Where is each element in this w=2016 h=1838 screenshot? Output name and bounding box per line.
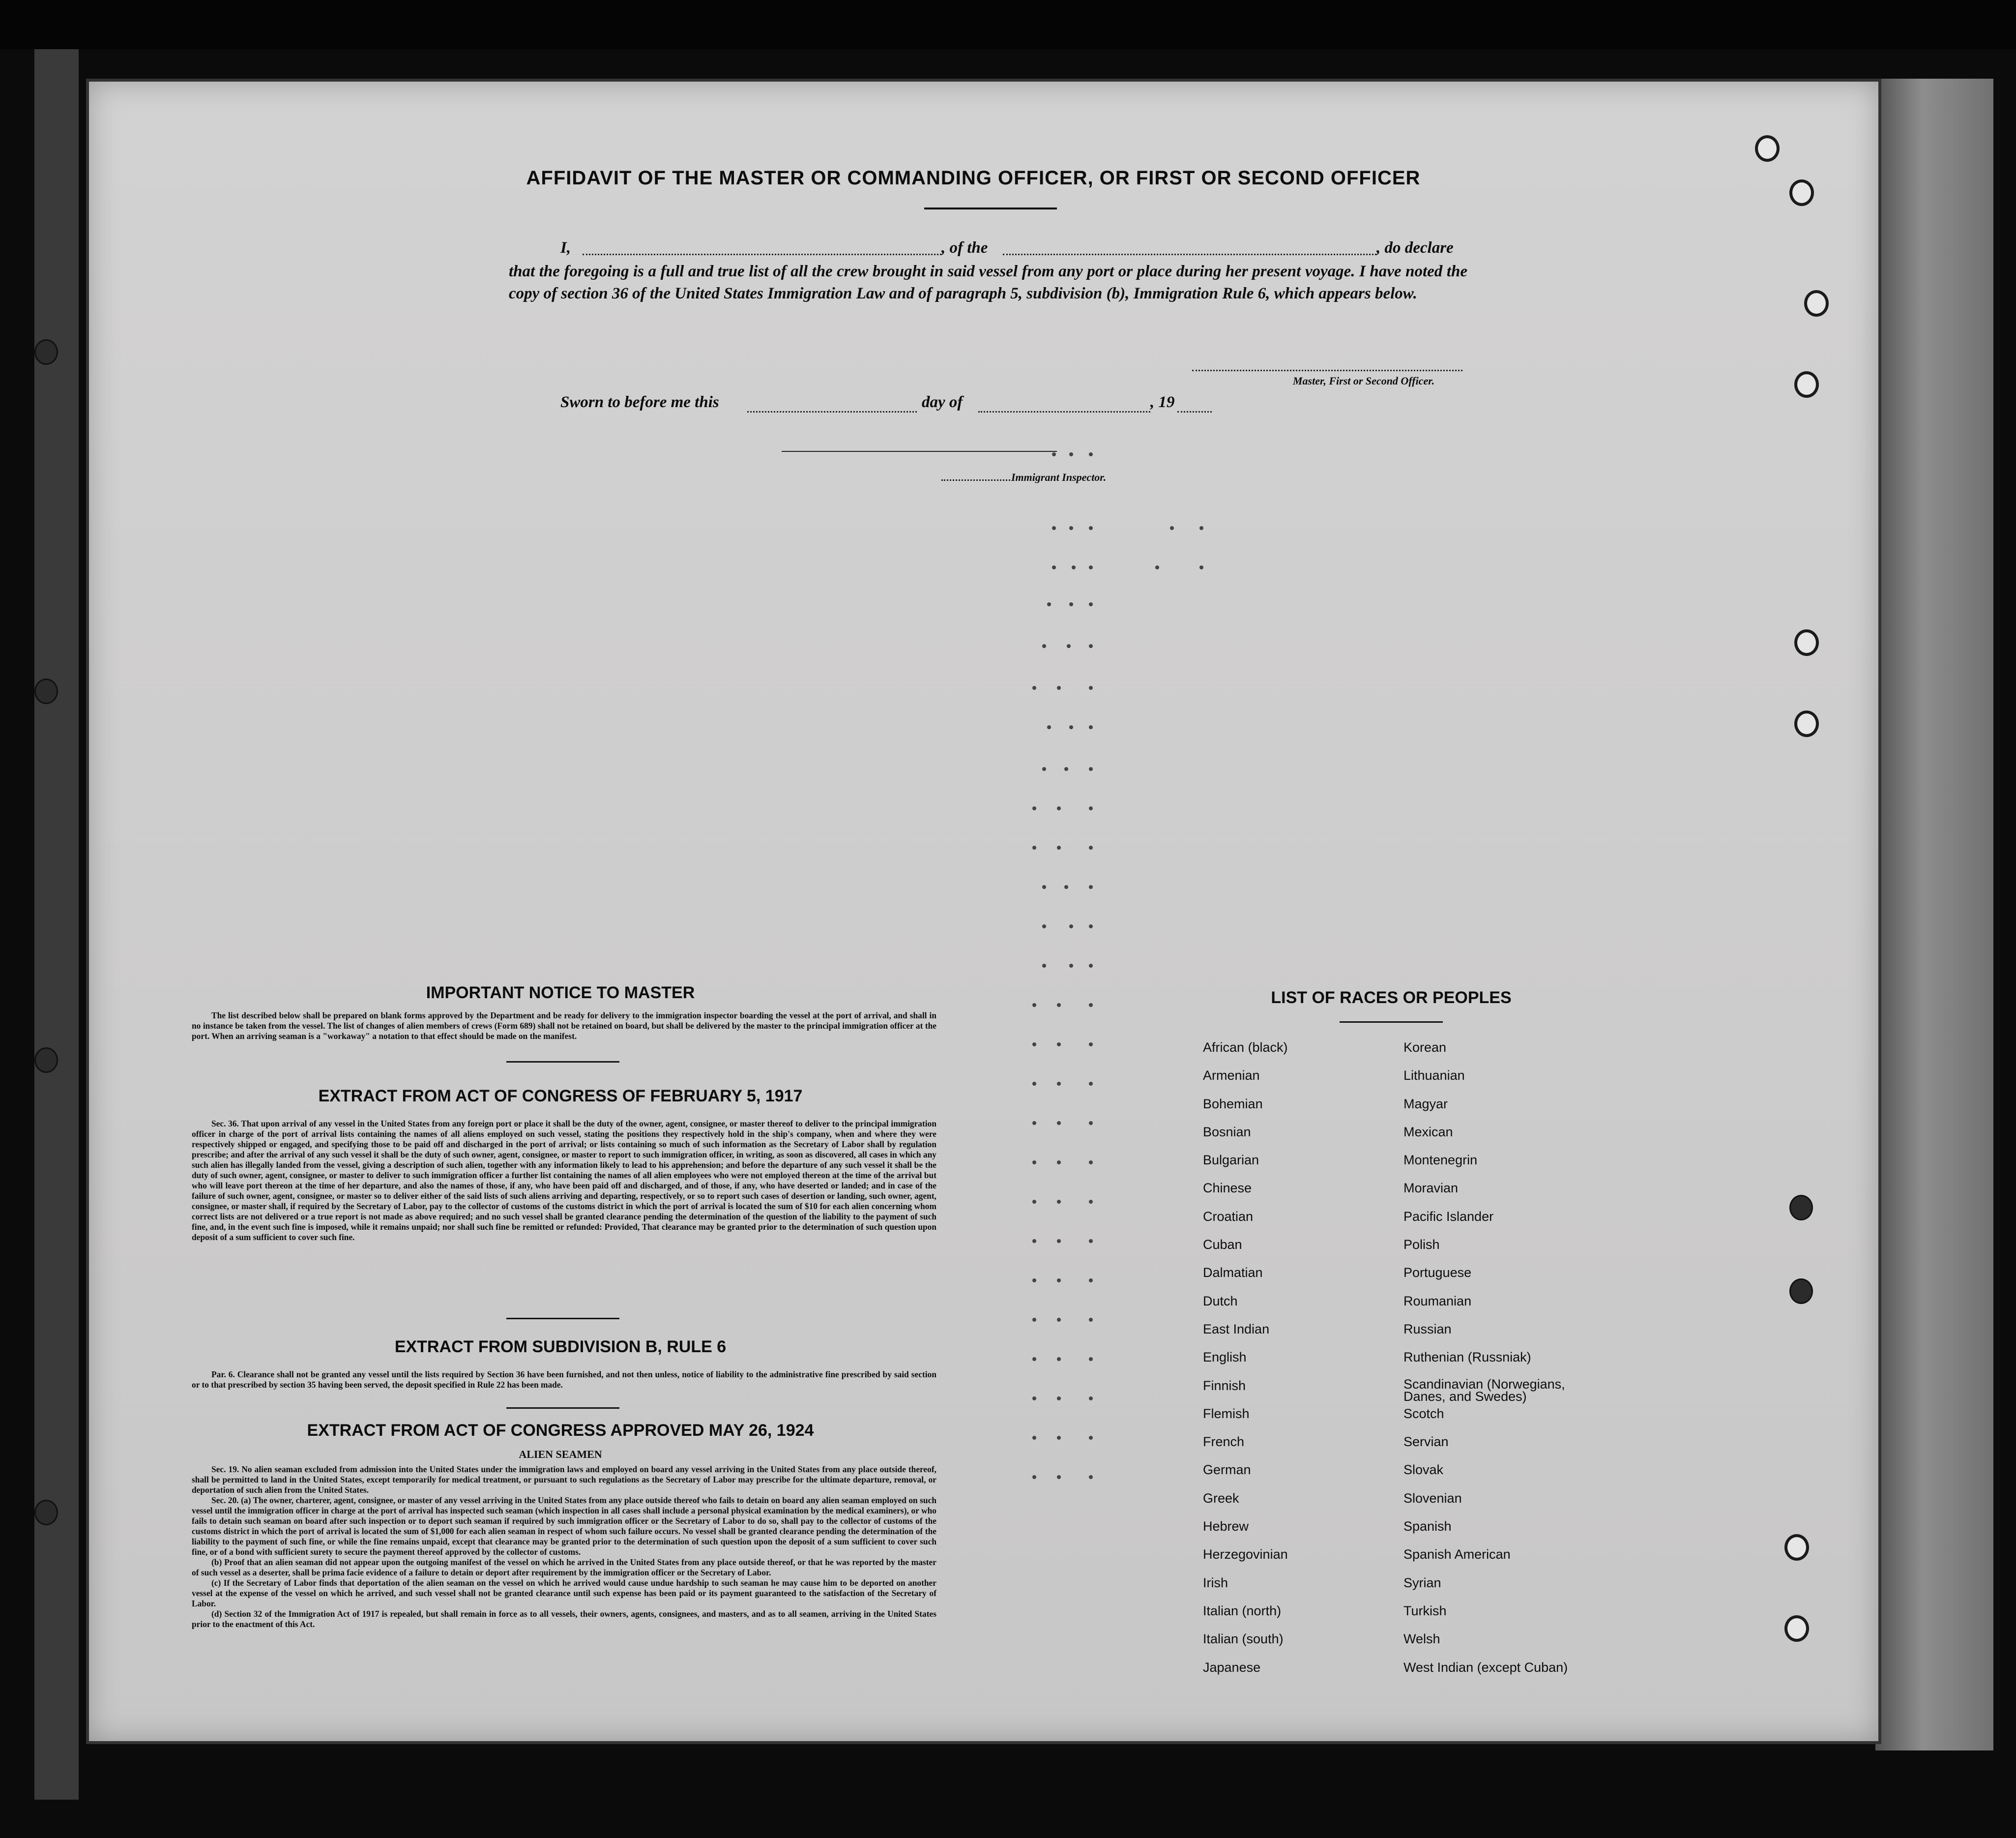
race-item: Hebrew: [1203, 1519, 1249, 1534]
sec-20b-paragraph: (b) Proof that an alien seaman did not appear upon the outgoing manifest of the vessel on which he arrived in the United States from any place outside thereof, or that he was reported by the master of such vessel as a deserter, shall be prima facie evidence of a failure to detain or deport after requirement by the immigration officer or the Secretary of Labor.: [192, 1557, 936, 1577]
race-item: Spanish American: [1403, 1547, 1511, 1562]
race-item: Bohemian: [1203, 1096, 1263, 1111]
race-item: Korean: [1403, 1040, 1447, 1055]
sec-20d-paragraph: (d) Section 32 of the Immigration Act of 1917 is repealed, but shall remain in force as to all vessels, their owners, agents, consignees, and masters, and as to all seamen, arriving in the United States prior to the enactment of this Act.: [192, 1609, 936, 1629]
race-item: West Indian (except Cuban): [1403, 1660, 1568, 1675]
race-item: Scandinavian (Norwegians, Danes, and Swedes): [1403, 1376, 1565, 1404]
extract-1924-heading: EXTRACT FROM ACT OF CONGRESS APPROVED MAY 26, 1924: [307, 1421, 814, 1440]
name-blank: [583, 254, 941, 255]
affidavit-of-the: , of the: [941, 239, 988, 257]
binder-hole: [34, 1500, 58, 1525]
race-item: Bosnian: [1203, 1124, 1251, 1139]
race-item: Slovenian: [1403, 1490, 1462, 1506]
binder-hole: [34, 679, 58, 704]
notice-body: The list described below shall be prepared on blank forms approved by the Department and be ready for delivery to the immigration inspector boarding the vessel at the port of arrival, and shall in no instance be taken from the vessel. The list of changes of alien members of crews (Form 689) shall not be retained on board, but shall be delivered by the master to the principal immigration officer at the port. When an arriving seaman is a "workaway" a notation to that effect should be made on the manifest.: [192, 1010, 936, 1041]
race-item: East Indian: [1203, 1321, 1270, 1336]
rule6-body: Par. 6. Clearance shall not be granted any vessel until the lists required by Section 36 have been furnished, and not then unless, notice of liability to the administrative fine prescribed by said section or to that prescribed by section 35 having been served, the deposit specified in Rule 22 has been made.: [192, 1369, 936, 1390]
race-item: Scotch: [1403, 1406, 1444, 1421]
affidavit-paragraph: that the foregoing is a full and true list of all the crew brought in said vessel from any port or place during her present voyage. I have noted the copy of section 36 of the United States Immigration Law and of paragraph 5, subdivision (b), Immigration Rule 6, which appears below.: [509, 263, 1467, 302]
race-item: Irish: [1203, 1575, 1228, 1590]
race-item: Portuguese: [1403, 1265, 1472, 1280]
binder-ring: [1784, 1534, 1809, 1561]
race-item: Pacific Islander: [1403, 1209, 1494, 1224]
sworn-year-blank: [1177, 411, 1212, 413]
race-item: Syrian: [1403, 1575, 1441, 1590]
title-rule: [924, 208, 1057, 209]
race-item: Servian: [1403, 1434, 1449, 1450]
race-item: Italian (north): [1203, 1603, 1282, 1618]
sec-20a-paragraph: Sec. 20. (a) The owner, charterer, agent, consignee, or master of any vessel arriving in the United States from any place outside thereof who fails to detain on board any alien seaman employed on such vessel until the immigration officer in charge at the port of arrival has inspected such seaman (which inspection in all cases shall include a personal physical examination by the medical examiners), or who fails to detain such seaman on board after such inspection or to deport such seaman if required by such immigration officer or the Secretary of Labor to do so, shall pay to the collector of customs of the customs district in which the port of arrival is located the sum of $1,000 for each alien seaman in respect of whom such failure occurs. No vessel shall be granted clearance pending the determination of the liability to the payment of such fine, or while the fine remains unpaid, except that clearance may be granted prior to the determination of such question upon the deposit of a sum sufficient to cover such fine, or of a bond with sufficient surety to secure the payment thereof approved by the collector of customs.: [192, 1495, 936, 1557]
extract-1924-subheading: ALIEN SEAMEN: [519, 1448, 602, 1460]
scanner-frame-left: [34, 49, 79, 1800]
race-item: Montenegrin: [1403, 1153, 1478, 1168]
sworn-day-blank: [747, 411, 917, 413]
extract-1917-body: Sec. 36. That upon arrival of any vessel in the United States from any foreign port or place it shall be the duty of the owner, agent, consignee, or master thereof to deliver to the principal immigration officer in charge of the port of arrival lists containing the names of all aliens employed on such vessel, stating the positions they respectively hold in the ship's company, when and where they were respectively shipped or engaged, and specifying those to be paid off and discharged in the port of arrival; or lists containing so much of such information as the Secretary of Labor shall by regulation prescribe; and after the arrival of any such vessel it shall be the duty of such owner, agent, consignee, or master to report to such immigration officer, in writing, as soon as discovered, all cases in which any such alien has illegally landed from the vessel, giving a description of such alien, together with any information likely to lead to his apprehension; and before the departure of any such vessel it shall be the duty of such owner, agent, consignee, or master to deliver to such immigration officer a further list containing the names of all alien employees who were not employed thereon at the time of the arrival but who will leave port thereon at the time of her departure, and also the names of those, if any, who have been paid off and discharged, and of those, if any, who have deserted or landed; and in case of the failure of such owner, agent, consignee, or master so to deliver either of the said lists of such aliens arriving and departing, respectively, or so to report such cases of desertion or landing, such owner, agent, consignee, or master shall, if required by the Secretary of Labor, pay to the collector of customs of the customs district in which the port of arrival is located the sum of $10 for each alien concerning whom correct lists are not delivered or a true report is not made as above required; and no such vessel shall be granted clearance pending the determination of the question of the liability to the payment of such fine, and, in the event such fine is imposed, while it remains unpaid; nor shall such fine be remitted or refunded: Provided, That clearance may be granted prior to the determination of such question upon deposit of a sum sufficient to cover such fine.: [192, 1119, 936, 1242]
notice-heading: IMPORTANT NOTICE TO MASTER: [426, 983, 695, 1002]
master-caption: Master, First or Second Officer.: [1293, 375, 1435, 387]
race-item: Slovak: [1403, 1462, 1444, 1478]
binder-ring: [1804, 290, 1829, 317]
binder-ring: [1784, 1615, 1809, 1642]
race-item: Greek: [1203, 1490, 1239, 1506]
sworn-month-blank: [978, 411, 1150, 413]
binder-ring: [1794, 711, 1819, 737]
rule6-heading: EXTRACT FROM SUBDIVISION B, RULE 6: [394, 1337, 727, 1356]
races-title: LIST OF RACES OR PEOPLES: [1271, 988, 1512, 1007]
scanner-frame-top: [0, 0, 2016, 49]
race-item: Dalmatian: [1203, 1265, 1263, 1280]
race-item: Flemish: [1203, 1406, 1250, 1421]
race-item: Moravian: [1403, 1181, 1459, 1196]
inspector-blank: [941, 479, 1010, 481]
race-item: French: [1203, 1434, 1245, 1450]
binder-ring: [1789, 179, 1814, 206]
races-left-column: [1203, 1040, 1390, 1688]
underlying-page-strip: [1875, 79, 1993, 1750]
race-item: Chinese: [1203, 1181, 1252, 1196]
race-item: Ruthenian (Russniak): [1403, 1350, 1531, 1365]
race-item: Russian: [1403, 1321, 1452, 1336]
binder-ring: [1794, 629, 1819, 656]
race-item: Mexican: [1403, 1124, 1453, 1139]
race-item: Croatian: [1203, 1209, 1254, 1224]
race-item: Italian (south): [1203, 1631, 1284, 1647]
sec-19-paragraph: Sec. 19. No alien seaman excluded from admission into the United States under the immigration laws and employed on board any vessel arriving in the United States from any place outside thereof, shall be permitted to land in the United States, except temporarily for medical treatment, or pursuant to such regulations as the Secretary of Labor may prescribe for the ultimate departure, removal, or deportation of such alien from the United States.: [192, 1464, 936, 1495]
affidavit-title: AFFIDAVIT OF THE MASTER OR COMMANDING OFFICER, OR FIRST OR SECOND OFFICER: [526, 167, 1421, 189]
race-item: Dutch: [1203, 1293, 1238, 1308]
binder-hole: [34, 1047, 58, 1073]
race-item: Turkish: [1403, 1603, 1447, 1618]
inspector-signature-blank: [782, 451, 1057, 452]
race-item: Bulgarian: [1203, 1153, 1259, 1168]
vessel-blank: [1003, 254, 1376, 255]
affidavit-line-i: I,: [560, 239, 571, 257]
extract-1924-body: [192, 1464, 936, 1630]
race-item: Spanish: [1403, 1519, 1452, 1534]
sworn-day-of: day of: [922, 393, 963, 411]
race-item: Welsh: [1403, 1631, 1440, 1647]
races-rule: [1340, 1021, 1443, 1023]
binder-ring: [1755, 135, 1780, 162]
race-item: Polish: [1403, 1237, 1440, 1252]
race-item: Japanese: [1203, 1660, 1261, 1675]
extract-1917-heading: EXTRACT FROM ACT OF CONGRESS OF FEBRUARY 5, 1917: [318, 1087, 803, 1105]
races-right-column: [1403, 1040, 1610, 1688]
race-item: Lithuanian: [1403, 1068, 1465, 1083]
race-item: German: [1203, 1462, 1251, 1478]
inspector-caption: Immigrant Inspector.: [1011, 471, 1107, 483]
sworn-prefix: Sworn to before me this: [560, 393, 719, 411]
binder-hole: [1789, 1195, 1813, 1220]
race-item: Herzegovinian: [1203, 1547, 1288, 1562]
notice-rule: [506, 1061, 619, 1063]
rule6-rule: [506, 1407, 619, 1409]
sworn-year: , 19: [1150, 393, 1175, 411]
race-item: Roumanian: [1403, 1293, 1472, 1308]
extract-1917-rule: [506, 1318, 619, 1319]
master-signature-blank: [1192, 370, 1462, 371]
race-item: Magyar: [1403, 1096, 1448, 1111]
sec-20c-paragraph: (c) If the Secretary of Labor finds that deportation of the alien seaman on the vessel on which he arrived would cause undue hardship to such seaman he may cause him to be deported on another vessel at the expense of the vessel on which he arrived, and such vessel shall not be granted clearance until such expense has been paid or its payment guaranteed to the satisfaction of the Secretary of Labor.: [192, 1578, 936, 1608]
binder-hole: [34, 339, 58, 365]
race-item: African (black): [1203, 1040, 1288, 1055]
race-item: Finnish: [1203, 1378, 1246, 1393]
binder-ring: [1794, 371, 1819, 398]
race-item: Armenian: [1203, 1068, 1260, 1083]
affidavit-do-declare: , do declare: [1376, 239, 1454, 257]
race-item: English: [1203, 1350, 1247, 1365]
race-item: Cuban: [1203, 1237, 1242, 1252]
binder-hole: [1789, 1278, 1813, 1304]
